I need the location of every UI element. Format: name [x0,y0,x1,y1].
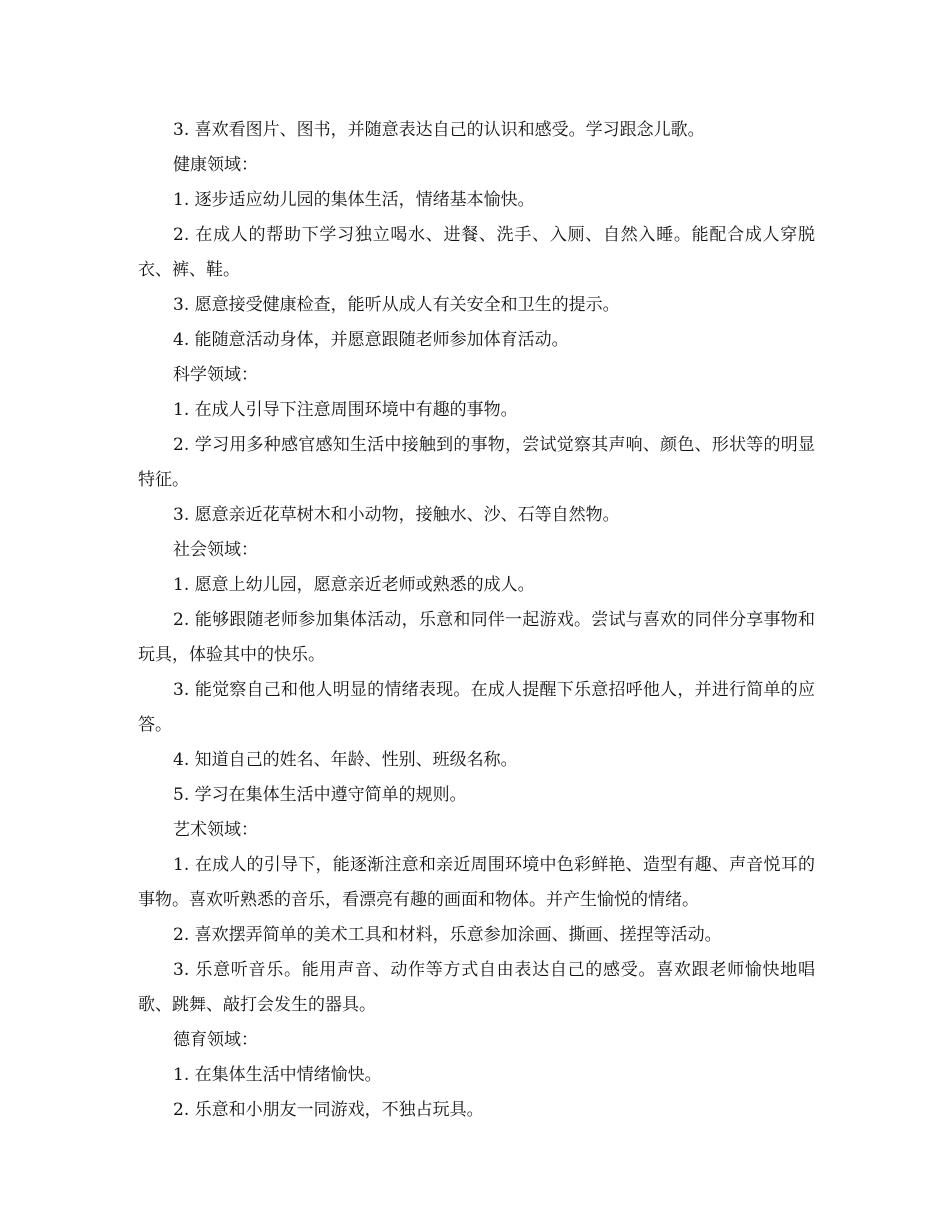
paragraph-science-item-1: 1. 在成人引导下注意周围环境中有趣的事物。 [173,400,518,420]
paragraph-social-item-4: 4. 知道自己的姓名、年龄、性别、班级名称。 [173,750,518,770]
paragraph-art-item-1: 1. 在成人的引导下，能逐渐注意和亲近周围环境中色彩鲜艳、造型有趣、声音悦耳的事物。喜欢听熟悉的音乐，看漂亮有趣的画面和物体。并产生愉悦的情绪。 [138,855,815,910]
section-heading-health: 健康领域： [173,155,258,175]
section-heading-art: 艺术领域： [173,820,258,840]
document-body [138,113,815,1128]
paragraph-moral-item-1: 1. 在集体生活中情绪愉快。 [173,1065,382,1085]
paragraph-moral-item-2: 2. 乐意和小朋友一同游戏，不独占玩具。 [173,1100,484,1120]
paragraph-art-item-2: 2. 喜欢摆弄简单的美术工具和材料，乐意参加涂画、撕画、搓捏等活动。 [173,925,722,945]
paragraph-health-item-1: 1. 逐步适应幼儿园的集体生活，情绪基本愉快。 [173,190,535,210]
paragraph-reading-item-3: 3. 喜欢看图片、图书，并随意表达自己的认识和感受。学习跟念儿歌。 [173,120,705,140]
section-heading-social: 社会领域： [173,540,258,560]
paragraph-science-item-2: 2. 学习用多种感官感知生活中接触到的事物，尝试觉察其声响、颜色、形状等的明显特征。 [138,435,815,490]
paragraph-social-item-1: 1. 愿意上幼儿园，愿意亲近老师或熟悉的成人。 [173,575,535,595]
paragraph-social-item-3: 3. 能觉察自己和他人明显的情绪表现。在成人提醒下乐意招呼他人，并进行简单的应答。 [138,680,815,735]
paragraph-social-item-5: 5. 学习在集体生活中遵守简单的规则。 [173,785,467,805]
section-heading-science: 科学领域： [173,365,258,385]
paragraph-health-item-3: 3. 愿意接受健康检查，能听从成人有关安全和卫生的提示。 [173,295,620,315]
section-heading-moral: 德育领域： [173,1030,258,1050]
paragraph-art-item-3: 3. 乐意听音乐。能用声音、动作等方式自由表达自己的感受。喜欢跟老师愉快地唱歌、跳舞、敲打会发生的器具。 [138,960,815,1015]
paragraph-health-item-2: 2. 在成人的帮助下学习独立喝水、进餐、洗手、入厕、自然入睡。能配合成人穿脱衣、裤、鞋。 [138,225,815,280]
paragraph-social-item-2: 2. 能够跟随老师参加集体活动，乐意和同伴一起游戏。尝试与喜欢的同伴分享事物和玩具，体验其中的快乐。 [138,610,815,665]
paragraph-health-item-4: 4. 能随意活动身体，并愿意跟随老师参加体育活动。 [173,330,569,350]
paragraph-science-item-3: 3. 愿意亲近花草树木和小动物，接触水、沙、石等自然物。 [173,505,620,525]
